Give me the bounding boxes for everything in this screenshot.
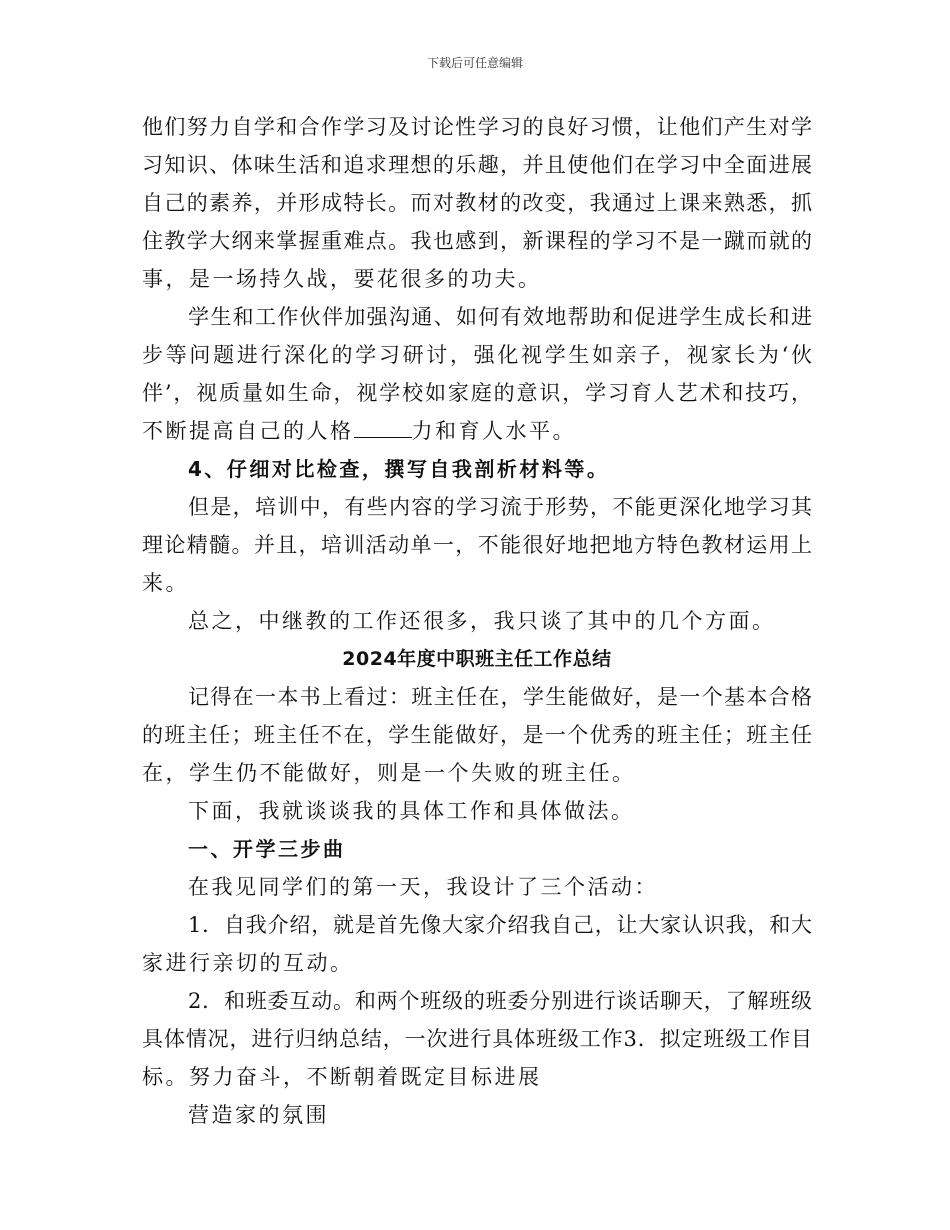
body-line: 家进行亲切的互动。 — [142, 951, 354, 975]
body-line: 下面，我就谈谈我的具体工作和具体做法。 — [188, 799, 635, 823]
body-line: 标。努力奋斗，不断朝着既定目标进展 — [142, 1065, 542, 1089]
body-line: 住教学大纲来掌握重难点。我也感到，新课程的学习不是一蹴而就的 — [142, 229, 812, 253]
body-line: 的班主任；班主任不在，学生能做好，是一个优秀的班主任；班主任 — [142, 723, 812, 747]
body-line: 他们努力自学和合作学习及讨论性学习的良好习惯，让他们产生对学 — [142, 115, 812, 139]
page-header: 下载后可任意编辑 — [426, 56, 523, 70]
body-line: 习知识、体味生活和追求理想的乐趣，并且使他们在学习中全面进展 — [142, 153, 812, 177]
document-title: 2024年度中职班主任工作总结 — [342, 648, 612, 670]
body-line-part: 力和育人水平。 — [411, 419, 576, 443]
body-line: 理论精髓。并且，培训活动单一，不能很好地把地方特色教材运用上 — [142, 533, 812, 557]
section-heading: 4、仔细对比检查，撰写自我剖析材料等。 — [188, 457, 610, 481]
body-line: 2．和班委互动。和两个班级的班委分别进行谈话聊天，了解班级 — [188, 989, 812, 1013]
body-line: 在，学生仍不能做好，则是一个失败的班主任。 — [142, 761, 636, 785]
body-line: 营造家的氛围 — [188, 1103, 329, 1127]
body-line: 学生和工作伙伴加强沟通、如何有效地帮助和促进学生成长和进 — [188, 305, 812, 329]
body-line: 伴’，视质量如生命，视学校如家庭的意识，学习育人艺术和技巧， — [142, 381, 812, 405]
body-line: 来。 — [142, 571, 189, 595]
body-line: 在我见同学们的第一天，我设计了三个活动： — [188, 875, 658, 899]
body-line: 记得在一本书上看过：班主任在，学生能做好，是一个基本合格 — [188, 685, 812, 709]
document-body — [142, 108, 812, 1134]
body-line: 步等问题进行深化的学习研讨，强化视学生如亲子，视家长为‘伙 — [142, 343, 812, 367]
body-line: 自己的素养，并形成特长。而对教材的改变，我通过上课来熟悉，抓 — [142, 191, 812, 215]
body-line-part: 不断提高自己的人格 — [142, 419, 354, 443]
body-line: 总之，中继教的工作还很多，我只谈了其中的几个方面。 — [188, 609, 776, 633]
fill-blank — [354, 415, 412, 438]
body-line: 具体情况，进行归纳总结，一次进行具体班级工作3．拟定班级工作目 — [142, 1027, 812, 1051]
body-line: 但是，培训中，有些内容的学习流于形势，不能更深化地学习其 — [188, 495, 812, 519]
section-heading: 一、开学三步曲 — [188, 837, 346, 861]
body-line: 1．自我介绍，就是首先像大家介绍我自己，让大家认识我，和大 — [188, 913, 812, 937]
body-line: 事，是一场持久战，要花很多的功夫。 — [142, 267, 542, 291]
body-line — [142, 412, 812, 450]
